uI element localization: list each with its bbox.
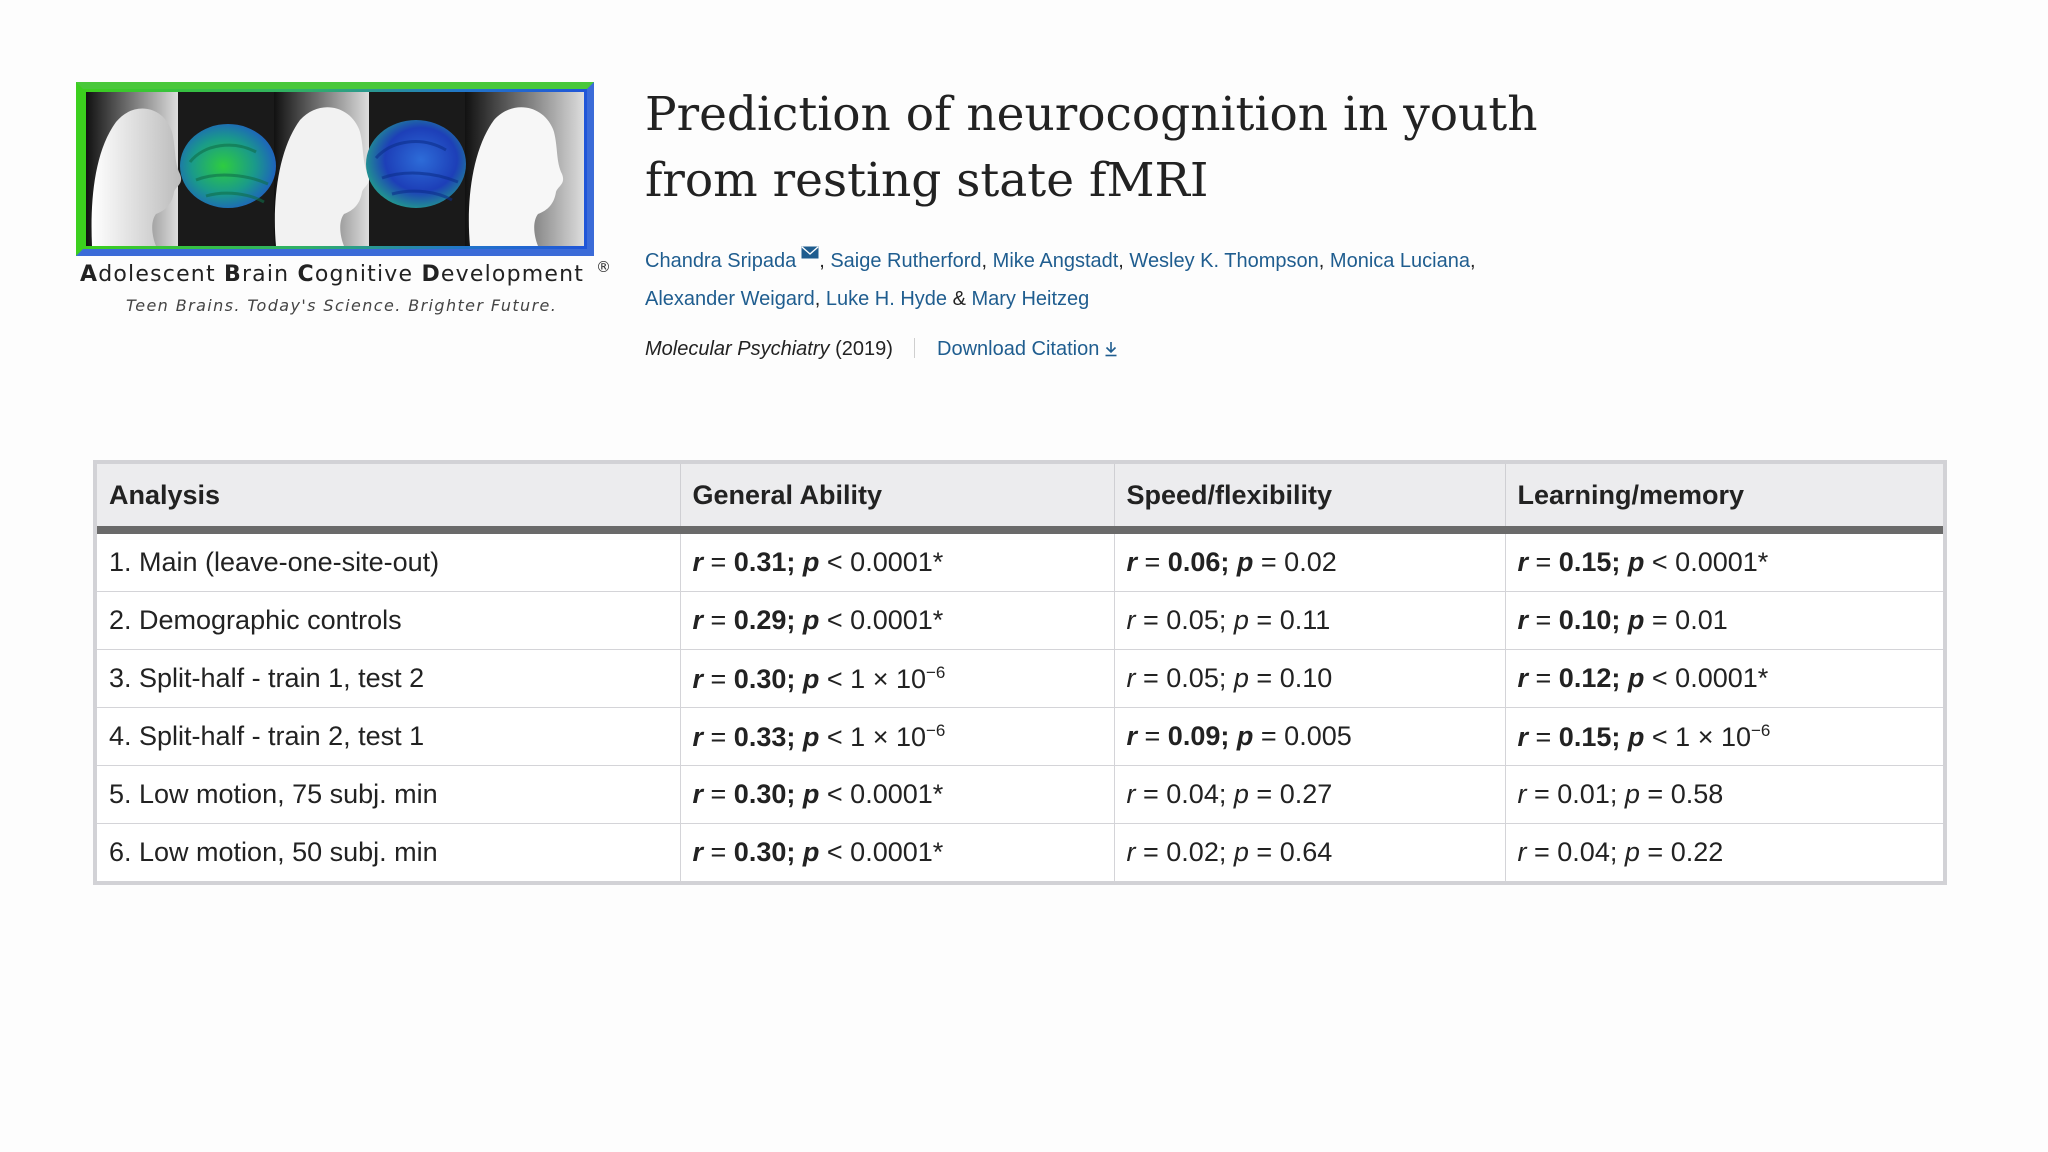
p-symbol: p [1236,721,1254,751]
table-row [97,708,1943,766]
semicolon: ; [1218,663,1234,693]
analysis-cell: 2. Demographic controls [97,592,680,650]
semicolon: ; [786,663,803,694]
column-header-general-ability: General Ability [680,464,1114,530]
r-symbol: r [1126,721,1138,751]
stat-cell-learning-memory: r = 0.04; p = 0.22 [1517,837,1724,867]
article-header [645,82,1545,361]
author-link[interactable]: Saige Rutherford [830,250,982,272]
stat-cell-learning-memory: r = 0.12; p < 0.0001* [1505,650,1943,708]
r-value: 0.29 [733,605,787,635]
article-title: Prediction of neurocognition in youth from resting state fMRI [645,87,1538,208]
p-operator: = [1260,547,1277,577]
p-operator: = [1647,779,1664,809]
r-symbol: r [1126,605,1136,635]
r-symbol: r [1517,547,1529,577]
p-symbol: p [802,605,820,635]
p-exponent: −6 [926,720,946,740]
r-symbol: r [692,779,704,809]
p-symbol: p [1233,605,1249,635]
author-separator: , [819,250,831,272]
r-value: 0.02 [1166,837,1219,867]
p-symbol: p [802,837,820,867]
r-value: 0.30 [733,837,787,867]
stat-cell-speed-flexibility: r = 0.02; p = 0.64 [1114,824,1505,882]
download-icon [1104,341,1118,357]
r-value: 0.04 [1166,779,1219,809]
table-row [97,592,1943,650]
p-operator: < [826,837,843,867]
p-operator: = [1256,663,1273,693]
p-symbol: p [1624,779,1640,809]
stat-cell-general-ability: r = 0.31; p < 0.0001* [680,530,1114,592]
p-value: 0.27 [1279,779,1333,809]
p-symbol: p [802,547,820,577]
analysis-cell: 4. Split-half - train 2, test 1 [97,708,680,766]
author-list [645,242,1545,318]
analysis-cell: 5. Low motion, 75 subj. min [97,766,680,824]
p-symbol: p [802,663,820,694]
author-link[interactable]: Chandra Sripada [645,250,797,272]
analysis-cell: 6. Low motion, 50 subj. min [97,824,680,882]
p-operator: < [826,547,843,577]
p-operator: < [826,721,843,752]
author-separator: , [1118,250,1130,272]
p-symbol: p [1627,547,1645,577]
stat-cell-speed-flexibility: r = 0.05; p = 0.10 [1114,650,1505,708]
r-symbol: r [692,547,704,577]
p-value: 0.0001* [1675,663,1769,693]
r-value: 0.05 [1166,663,1219,693]
p-symbol: p [1627,605,1645,635]
r-value: 0.12 [1558,663,1612,693]
r-symbol: r [692,837,704,867]
p-value: 0.02 [1284,547,1337,577]
p-operator: < [1651,547,1668,577]
p-symbol: p [1624,837,1640,867]
p-symbol: p [1627,721,1645,752]
column-header-learning-memory: Learning/memory [1505,464,1943,530]
semicolon: ; [1220,721,1237,751]
stat-cell-general-ability: r = 0.30; p < 0.0001* [680,824,1114,882]
stat-cell-learning-memory: r = 0.01; p = 0.58 [1505,766,1943,824]
semicolon: ; [786,721,803,752]
p-symbol: p [1236,547,1254,577]
p-exponent: −6 [926,662,946,682]
author-separator: , [981,250,993,272]
p-operator: < [1651,663,1668,693]
semicolon: ; [1218,605,1234,635]
p-operator: = [1651,605,1668,635]
semicolon: ; [1609,779,1625,809]
r-value: 0.10 [1558,605,1612,635]
author-link[interactable]: Luke H. Hyde [825,288,948,310]
logo-frame [76,82,594,256]
p-value: 1 × 10 [850,721,926,752]
p-value: 0.0001* [850,605,944,635]
semicolon: ; [1220,547,1237,577]
semicolon: ; [1611,547,1628,577]
author-link[interactable]: Mary Heitzeg [971,288,1090,310]
p-symbol: p [802,721,820,752]
table-row [97,530,1943,592]
stat-cell-learning-memory: r = 0.10; p = 0.01 [1505,592,1943,650]
p-operator: = [1256,837,1273,867]
semicolon: ; [786,547,803,577]
p-value: 0.01 [1675,605,1728,635]
r-symbol: r [692,605,704,635]
author-link[interactable]: Mike Angstadt [992,250,1119,272]
p-value: 0.10 [1279,663,1333,693]
r-symbol: r [1126,663,1136,693]
p-value: 0.0001* [850,779,944,809]
p-value: 0.11 [1279,605,1331,635]
r-symbol: r [1517,779,1527,809]
r-value: 0.04 [1557,837,1610,867]
divider [914,338,915,358]
stat-cell-general-ability: r = 0.30; $p < 1 \times 10^{-6}$ [680,650,1114,708]
r-symbol: r [1517,605,1529,635]
analysis-cell: 1. Main (leave-one-site-out) [97,530,680,592]
semicolon: ; [1611,721,1628,752]
analysis-cell: 3. Split-half - train 1, test 2 [97,650,680,708]
r-value: 0.15 [1558,721,1612,752]
p-symbol: p [802,779,820,809]
p-operator: = [1647,837,1664,867]
publication-year: (2019) [835,338,893,360]
head-silhouettes-image [86,92,584,246]
p-value: 0.005 [1284,721,1352,751]
stat-cell-speed-flexibility: r = 0.06; p = 0.02 [1114,530,1505,592]
table-body [97,530,1943,881]
author-link[interactable]: Alexander Weigard [645,288,815,310]
registered-mark: ® [596,258,611,276]
download-citation-label: Download Citation [937,338,1100,360]
semicolon: ; [1611,605,1628,635]
p-value: 1 × 10 [1675,721,1751,752]
p-operator: < [826,605,843,635]
r-symbol: r [1517,837,1527,867]
stat-cell-general-ability: r = 0.30; p < 0.0001* [680,766,1114,824]
download-citation-link[interactable] [937,338,1118,360]
p-value: 1 × 10 [850,663,926,694]
p-value: 0.58 [1670,779,1724,809]
logo-title: Adolescent Brain Cognitive Development [80,262,585,287]
semicolon: ; [786,837,803,867]
p-operator: = [1256,605,1273,635]
author-separator: , [1470,250,1476,272]
table-row [97,766,1943,824]
abcd-logo [74,82,614,322]
column-header-analysis: Analysis [97,464,680,530]
stat-cell-speed-flexibility: r = 0.09; p = 0.005 [1114,708,1505,766]
p-value: 0.22 [1670,837,1724,867]
r-value: 0.30 [733,779,787,809]
p-symbol: p [1233,779,1249,809]
r-value: 0.06 [1167,547,1221,577]
table-header-row [97,464,1943,530]
p-exponent: −6 [1751,720,1771,740]
r-symbol: r [692,721,704,752]
results-table [93,460,1947,885]
author-separator: , [814,288,826,310]
r-symbol: r [692,663,704,694]
stat-cell-learning-memory: r = 0.15; $p < 1 \times 10^{-6}$ [1505,708,1943,766]
semicolon: ; [1611,663,1628,693]
stat-cell-general-ability: r = 0.29; p < 0.0001* [680,592,1114,650]
semicolon: ; [786,605,803,635]
author-link[interactable]: Monica Luciana [1329,250,1470,272]
p-value: 0.0001* [850,837,944,867]
p-operator: < [826,779,843,809]
p-operator: = [1256,779,1273,809]
p-operator: < [826,663,843,694]
p-value: 0.0001* [1675,547,1769,577]
stat-cell-learning-memory: r = 0.15; p < 0.0001* [1505,530,1943,592]
journal-name: Molecular Psychiatry [645,338,830,360]
stat-cell-general-ability: r = 0.33; $p < 1 \times 10^{-6}$ [680,708,1114,766]
stat-cell-speed-flexibility: r = 0.05; p = 0.11 [1114,592,1505,650]
r-value: 0.05 [1166,605,1219,635]
r-value: 0.33 [733,721,787,752]
r-symbol: r [1517,721,1529,752]
p-symbol: p [1233,663,1249,693]
r-value: 0.15 [1558,547,1612,577]
r-symbol: r [1126,837,1136,867]
p-symbol: p [1627,663,1645,693]
r-symbol: r [1517,663,1529,693]
table-row [97,824,1943,882]
author-separator: , [1318,250,1330,272]
semicolon: ; [1609,837,1625,867]
p-value: 0.0001* [850,547,944,577]
stat-cell-speed-flexibility: r = 0.04; p = 0.27 [1114,766,1505,824]
semicolon: ; [786,779,803,809]
p-operator: < [1651,721,1668,752]
r-value: 0.31 [733,547,787,577]
table-row [97,650,1943,708]
citation-line [645,338,1545,361]
author-final-separator: & [947,288,972,310]
r-value: 0.09 [1167,721,1221,751]
column-header-speed-flexibility: Speed/flexibility [1114,464,1505,530]
p-operator: = [1260,721,1277,751]
logo-tagline: Teen Brains. Today's Science. Brighter Future. [126,296,558,315]
r-symbol: r [1126,547,1138,577]
p-symbol: p [1233,837,1249,867]
semicolon: ; [1218,779,1234,809]
author-link[interactable]: Wesley K. Thompson [1129,250,1319,272]
r-value: 0.30 [733,663,787,694]
mail-icon[interactable] [801,246,819,259]
r-value: 0.01 [1557,779,1610,809]
r-symbol: r [1126,779,1136,809]
semicolon: ; [1218,837,1234,867]
results-table-grid [97,464,1943,881]
p-value: 0.64 [1279,837,1333,867]
logo-image [86,92,584,246]
